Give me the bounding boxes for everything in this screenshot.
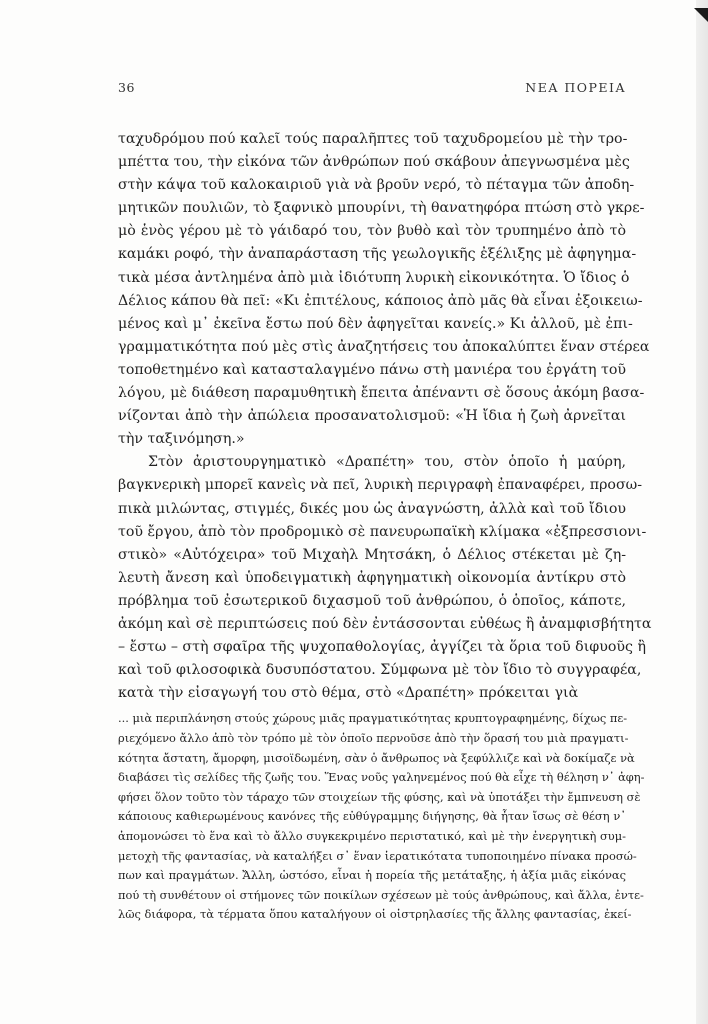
quote-line: κάποιους καθιερωμένους κανόνες τῆς εὐθύγραμμης διήγησης, θὰ ἦταν ἴσως σὲ θέση ν᾽: [118, 809, 626, 824]
text-line: μένος καὶ μ᾽ ἐκεῖνα ἔστω πού δὲν ἀφηγεῖται κανείς.» Κι ἀλλοῦ, μὲ ἐπι-: [118, 315, 633, 332]
text-line: Δέλιος κάπου θὰ πεῖ: «Κι ἐπιτέλους, κάποιος ἀπὸ μᾶς θὰ εἶναι ἐξοικειω-: [118, 292, 643, 309]
text-line: νίζονται ἀπὸ τὴν ἀπώλεια προσανατολισμοῦ: «Ἡ ἴδια ἡ ζωὴ ἀρνεῖται: [118, 408, 626, 425]
running-title: ΝΕΑ ΠΟΡΕΙΑ: [525, 80, 626, 95]
text-line: στικὸ» «Αὐτόχειρα» τοῦ Μιχαὴλ Μητσάκη, ὁ Δέλιος στέκεται μὲ ζη-: [118, 546, 626, 563]
text-line: μὸ ἑνὸς γέρου μὲ τὸ γάιδαρό του, τὸν βυθὸ καὶ τὸν τρυπημένο ἀπὸ τὸ: [118, 223, 626, 240]
text-line: τοῦ ἔργου, ἀπὸ τὸν προδρομικὸ σὲ πανευρωπαϊκὴ κλίμακα «ἐξπρεσσιονι-: [118, 523, 647, 540]
quote-line: μετοχὴ τῆς φαντασίας, νὰ καταλήξει σ᾽ ἕναν ἱερατικότατα τυποποιημένο πίνακα προσώ-: [118, 848, 637, 863]
corner-mark: [694, 8, 708, 22]
text-line: λόγου, μὲ διάθεση παραμυθητικὴ ἔπειτα ἀπέναντι σὲ ὅσους ἀκόμη βασα-: [118, 385, 645, 402]
body-text: [118, 128, 652, 925]
quote-line: ... μιὰ περιπλάνηση στούς χώρους μιᾶς πραγματικότητας κρυπτογραφημένης, δίχως πε-: [118, 711, 628, 726]
text-line: ταχυδρόμου πού καλεῖ τούς παραλῆπτες τοῦ ταχυδρομείου μὲ τὴν τρο-: [118, 131, 628, 147]
quote-line: πων καὶ πραγμάτων. Ἄλλη, ὡστόσο, εἶναι ἡ πορεία τῆς μετάταξης, ἡ ἀξία μιᾶς εἰκόνας: [118, 868, 626, 883]
text-line: πικὰ μιλώντας, στιγμές, δικές μου ὡς ἀναγνώστη, ἀλλὰ καὶ τοῦ ἴδιου: [118, 500, 626, 517]
quote-line: διαβάσει τὶς σελίδες τῆς ζωῆς του. Ἕνας νοῦς γαληνεμένος πού θὰ εἶχε τὴ θέληση ν᾽ ἀφη-: [118, 770, 645, 785]
page-number: 36: [118, 80, 135, 95]
text-line: πρόβλημα τοῦ ἐσωτερικοῦ διχασμοῦ τοῦ ἀνθρώπου, ὁ ὁποῖος, κάποτε,: [118, 592, 626, 609]
text-line: στὴν κάψα τοῦ καλοκαιριοῦ γιὰ νὰ βροῦν νερό, τὸ πέταγμα τῶν ἀποδη-: [118, 177, 635, 194]
text-line: βαγκνερικὴ μπορεῖ κανεὶς νὰ πεῖ, λυρικὴ περιγραφὴ ἐπαναφέρει, προσω-: [118, 477, 643, 494]
quote-line: λῶς διάφορα, τὰ τέρματα ὅπου καταλήγουν οἱ οἰστρηλασίες τῆς ἄλλης φαντασίας, ἐκεί-: [118, 907, 632, 922]
quote-line: ἀπομονώσει τὸ ἕνα καὶ τὸ ἄλλο συγκεκριμένο περιστατικό, καὶ μὲ τὴν ἐνεργητικὴ συμ-: [118, 828, 626, 843]
text-line: ἀκόμη καὶ σὲ περιπτώσεις πού δὲν ἐντάσσονται εὐθέως ἢ ἀναμφισβήτητα: [118, 615, 652, 632]
text-line: – ἔστω – στὴ σφαῖρα τῆς ψυχοπαθολογίας, ἀγγίζει τὰ ὅρια τοῦ διφυοῦς ἢ: [118, 639, 646, 656]
paragraph-1: [118, 128, 650, 451]
text-line: καμάκι ροφό, τὴν ἀναπαράσταση τῆς γεωλογικῆς ἐξέλιξης μὲ ἀφηγημα-: [118, 246, 637, 263]
quote-line: φήσει ὅλον τοῦτο τὸν τάραχο τῶν στοιχείων τῆς φύσης, καὶ νὰ ὑποτάξει τὴν ἔμπνευση σὲ: [118, 789, 641, 804]
quote-line: κότητα ἄστατη, ἄμορφη, μισοϊδωμένη, σὰν ὁ ἄνθρωπος νὰ ξεφύλλιζε καὶ νὰ δοκίμαζε νὰ: [118, 750, 635, 765]
text-line: κατὰ τὴν εἰσαγωγή του στὸ θέμα, στὸ «Δραπέτη» πρόκειται γιὰ: [118, 685, 579, 702]
text-line: μπέττα του, τὴν εἰκόνα τῶν ἀνθρώπων πού σκάβουν ἀπεγνωσμένα μὲς: [118, 154, 630, 171]
text-line: Στὸν ἀριστουργηματικὸ «Δραπέτη» του, στὸν ὁποῖο ἡ μαύρη,: [148, 454, 626, 471]
text-line: λευτὴ ἄνεση καὶ ὑποδειγματικὴ ἀφηγηματικὴ οἰκονομία ἀντίκρυ στὸ: [118, 569, 626, 586]
text-line: τοποθετημένο καὶ κατασταλαγμένο πάνω στὴ μανιέρα του ἐργάτη τοῦ: [118, 361, 626, 378]
text-line: καὶ τοῦ φιλοσοφικὰ δυσυπόστατου. Σύμφωνα μὲ τὸν ἴδιο τὸ συγγραφέα,: [118, 662, 642, 679]
text-line: τὴν ταξινόμηση.»: [118, 431, 245, 448]
text-line: τικὰ μέσα ἀντλημένα ἀπὸ μιὰ ἰδιότυπη λυρικὴ εἰκονικότητα. Ὁ ἴδιος ὁ: [118, 269, 630, 286]
page-edge-shadow: [696, 0, 708, 1024]
running-head: [118, 80, 626, 98]
text-line: γραμματικότητα πού μὲς στὶς ἀναζητήσεις του ἀποκαλύπτει ἕναν στέρεα: [118, 338, 650, 355]
block-quote: [118, 709, 645, 925]
text-line: μητικῶν πουλιῶν, τὸ ξαφνικὸ μπουρίνι, τὴ θανατηφόρα πτώση στὸ γκρε-: [118, 200, 645, 217]
paragraph-2: [118, 451, 652, 705]
quote-line: πού τὴ συνθέτουν οἱ στήμονες τῶν ποικίλων σχέσεων μὲ τούς ἀνθρώπους, καὶ ἄλλα, ἐντε-: [118, 887, 644, 902]
quote-line: ριεχόμενο ἄλλο ἀπὸ τὸν τρόπο μὲ τὸν ὁποῖο περνοῦσε ἀπὸ τὴν ὅρασή του μιὰ πραγματι-: [118, 730, 629, 745]
